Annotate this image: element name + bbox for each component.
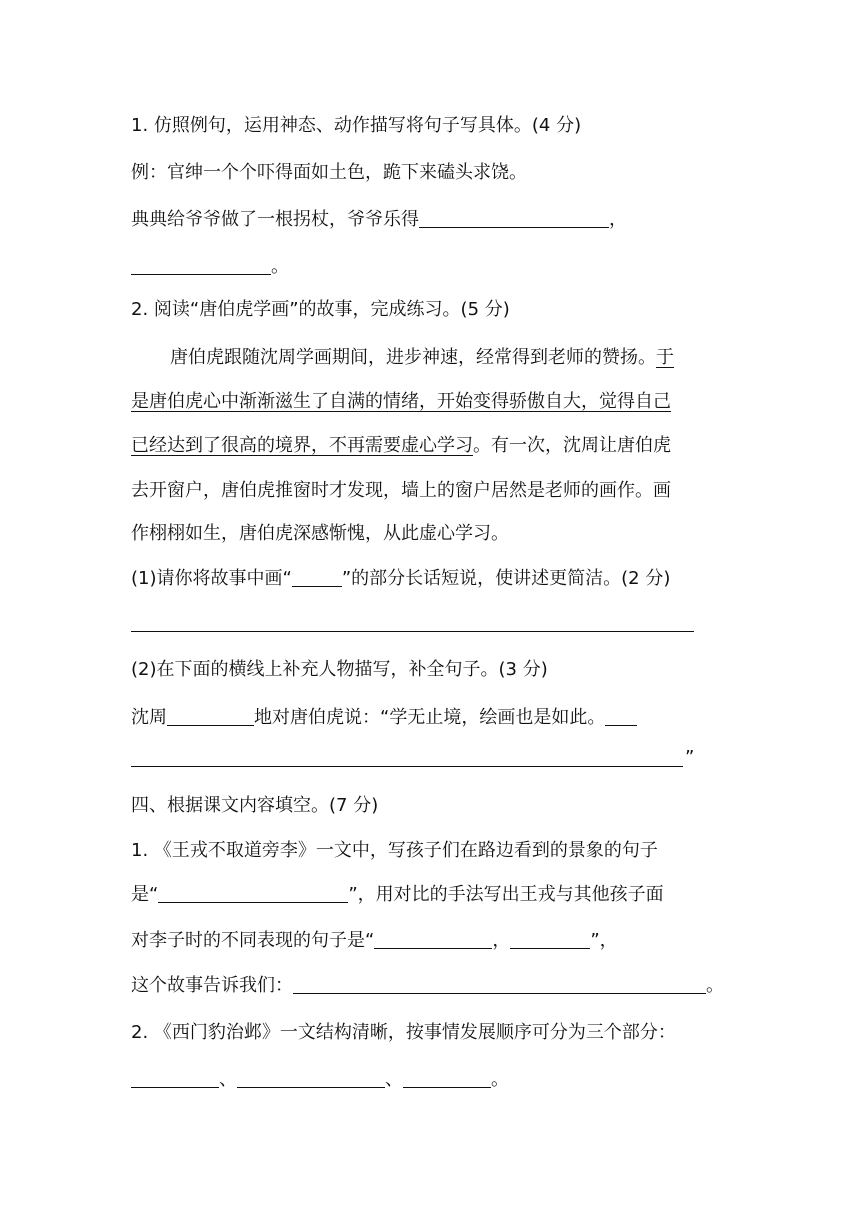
q1-example: 例：官绅一个个吓得面如土色，跪下来磕头求饶。 — [131, 162, 527, 183]
story-line-1: 唐伯虎跟随沈周学画期间，进步神速，经常得到老师的赞扬。于 — [170, 347, 674, 368]
story-line-5: 作栩栩如生，唐伯虎深感惭愧，从此虚心学习。 — [131, 523, 509, 544]
q2-2-answer-line[interactable] — [131, 766, 683, 767]
s4-q1-line-2: 是“ ”，用对比的手法写出王戎与其他孩子面 — [131, 884, 664, 905]
s4-q2-line-1: 2. 《西门豹治邺》一文结构清晰，按事情发展顺序可分为三个部分： — [131, 1022, 676, 1043]
q2-2-blank-1[interactable] — [167, 705, 254, 726]
q1-blank-1[interactable] — [419, 207, 609, 228]
q2-1-answer-line[interactable] — [131, 631, 694, 632]
q2-2-sentence: 沈周 地对唐伯虎说：“学无止境，绘画也是如此。 — [131, 705, 637, 731]
q1-title: 1. 仿照例句，运用神态、动作描写将句子写具体。(4 分) — [131, 115, 582, 136]
q1-line-2: 。 — [131, 254, 289, 280]
q2-1-prompt: (1)请你将故事中画“ ”的部分长话短说，使讲述更简洁。(2 分) — [131, 568, 671, 589]
q2-2-close-quote: ” — [685, 747, 695, 768]
s4-q2-blank-2[interactable] — [237, 1067, 385, 1088]
s4-q1-blank-4[interactable] — [293, 973, 706, 994]
q2-1-marker-blank — [292, 566, 342, 587]
s4-q1-blank-3[interactable] — [510, 928, 590, 949]
q2-title: 2. 阅读“唐伯虎学画”的故事，完成练习。(5 分) — [131, 299, 510, 320]
s4-q2-blank-3[interactable] — [403, 1067, 491, 1088]
s4-q1-line-4: 这个故事告诉我们： 。 — [131, 975, 724, 996]
q2-2-prompt: (2)在下面的横线上补充人物描写，补全句子。(3 分) — [131, 659, 548, 680]
story-line-4: 去开窗户，唐伯虎推窗时才发现，墙上的窗户居然是老师的画作。画 — [131, 480, 671, 501]
q1-blank-2[interactable] — [131, 254, 271, 275]
story-line-3: 已经达到了很高的境界，不再需要虚心学习。有一次，沈周让唐伯虎 — [131, 435, 671, 456]
s4-q1-blank-2[interactable] — [374, 928, 492, 949]
section-4-title: 四、根据课文内容填空。(7 分) — [131, 795, 379, 816]
s4-q2-line-2: 、 、 。 — [131, 1067, 509, 1093]
s4-q1-line-3: 对李子时的不同表现的句子是“ ， ”， — [131, 930, 618, 951]
story-line-2: 是唐伯虎心中渐渐滋生了自满的情绪，开始变得骄傲自大，觉得自己 — [131, 391, 671, 412]
s4-q2-blank-1[interactable] — [131, 1067, 219, 1088]
q1-prompt: 典典给爷爷做了一根拐杖，爷爷乐得 ， — [131, 209, 627, 230]
s4-q1-blank-1[interactable] — [158, 882, 348, 903]
q2-2-blank-2[interactable] — [605, 705, 637, 726]
s4-q1-line-1: 1. 《王戎不取道旁李》一文中，写孩子们在路边看到的景象的句子 — [131, 840, 658, 861]
